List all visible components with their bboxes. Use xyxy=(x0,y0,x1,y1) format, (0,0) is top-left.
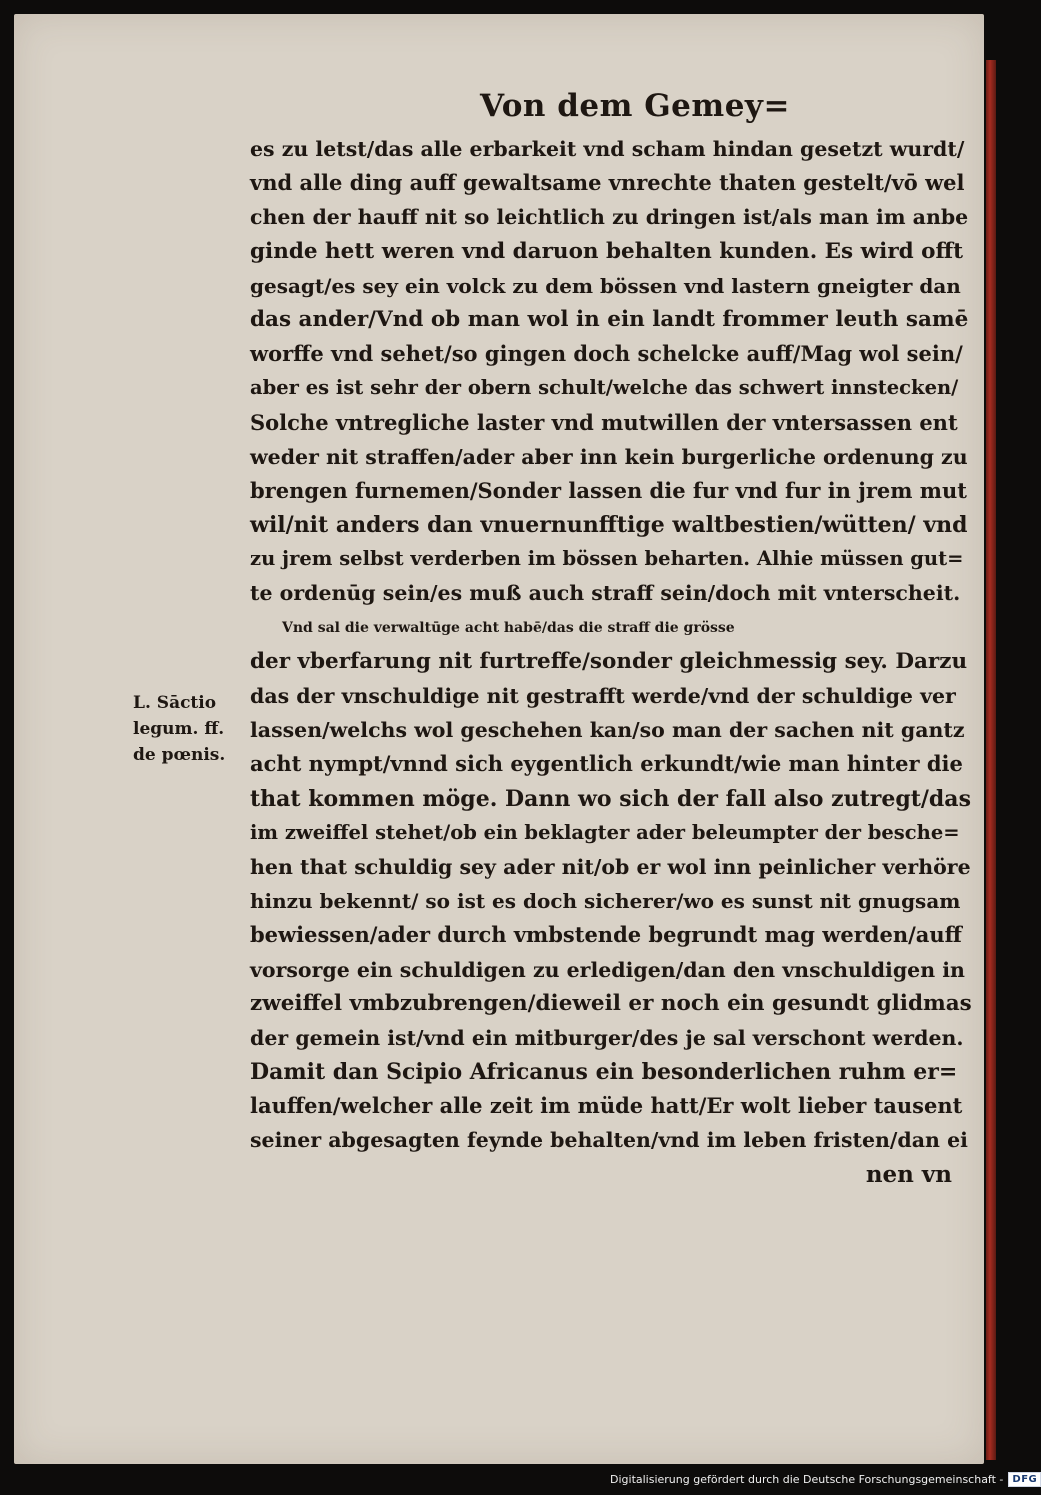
main-text-block xyxy=(250,132,972,1192)
text-line: das ander/Vnd ob man wol in ein landt frommer leuth samē xyxy=(250,306,969,332)
footer-credit xyxy=(610,1472,1041,1487)
text-line: vorsorge ein schuldigen zu erledigen/dan den vnschuldigen in xyxy=(250,957,965,982)
text-line: es zu letst/das alle erbarkeit vnd scham hindan gesetzt wurdt/ xyxy=(250,137,965,161)
text-line: acht nympt/vnnd sich eygentlich erkundt/wie man hinter die xyxy=(250,751,963,777)
text-line: nen vn xyxy=(865,1160,952,1188)
text-line: hen that schuldig sey ader nit/ob er wol inn peinlicher verhöre xyxy=(250,854,971,879)
text-line: der vberfarung nit furtreffe/sonder gleichmessig sey. Darzu xyxy=(250,648,968,674)
text-line: worffe vnd sehet/so gingen doch schelcke auff/Mag wol sein/ xyxy=(250,341,963,367)
text-line: ginde hett weren vnd daruon behalten kunden. Es wird offt xyxy=(250,238,964,264)
text-line: Vnd sal die verwaltūge acht habē/das die straff die grösse xyxy=(282,619,735,636)
text-line: that kommen möge. Dann wo sich der fall also zutregt/das xyxy=(250,785,971,812)
text-line: der gemein ist/vnd ein mitburger/des je sal verschont werden. xyxy=(250,1025,964,1050)
marginal-note-line: de pœnis. xyxy=(133,745,226,765)
text-line: zweiffel vmbzubrengen/dieweil er noch ein gesundt glidmas xyxy=(250,990,972,1016)
marginal-note-line: legum. ff. xyxy=(133,719,225,739)
text-line: weder nit straffen/ader aber inn kein burgerliche ordenung zu xyxy=(250,444,968,469)
text-line: Damit dan Scipio Africanus ein besonderlichen ruhm er= xyxy=(250,1059,958,1086)
text-line: aber es ist sehr der obern schult/welche das schwert innstecken/ xyxy=(250,376,959,400)
footer-text: Digitalisierung gefördert durch die Deutsche Forschungsgemeinschaft - xyxy=(610,1473,1004,1486)
text-line: te ordenūg sein/es muß auch straff sein/doch mit vnterscheit. xyxy=(250,581,961,606)
text-line: chen der hauff nit so leichtlich zu dringen ist/als man im anbe xyxy=(250,205,969,230)
running-head: Von dem Gemey= xyxy=(480,88,790,124)
text-line: wil/nit anders dan vnuernunfftige waltbestien/wütten/ vnd xyxy=(250,512,968,539)
text-line: im zweiffel stehet/ob ein beklagter ader beleumpter der besche= xyxy=(250,820,960,844)
text-line: vnd alle ding auff gewaltsame vnrechte thaten gestelt/vō wel xyxy=(250,170,965,196)
marginal-note xyxy=(133,690,253,768)
dfg-logo: DFG xyxy=(1008,1472,1041,1487)
text-line: brengen furnemen/Sonder lassen die fur vnd fur in jrem mut xyxy=(250,477,967,503)
text-line: hinzu bekennt/ so ist es doch sicherer/wo es sunst nit gnugsam xyxy=(250,889,961,914)
text-line: bewiessen/ader durch vmbstende begrundt mag werden/auff xyxy=(250,922,962,948)
text-line: gesagt/es sey ein volck zu dem bössen vnd lastern gneigter dan xyxy=(250,273,961,298)
text-line: seiner abgesagten feynde behalten/vnd im leben fristen/dan ei xyxy=(250,1128,968,1153)
text-line: lassen/welchs wol geschehen kan/so man der sachen nit gantz xyxy=(250,718,965,743)
marginal-note-line: L. Sāctio xyxy=(133,693,217,713)
text-line: zu jrem selbst verderben im bössen beharten. Alhie müssen gut= xyxy=(250,547,964,571)
page-edge-strip xyxy=(986,60,996,1460)
text-line: das der vnschuldige nit gestrafft werde/vnd der schuldige ver xyxy=(250,684,956,708)
text-line: Solche vntregliche laster vnd mutwillen der vntersassen ent xyxy=(250,409,958,435)
text-line: lauffen/welcher alle zeit im müde hatt/Er wolt lieber tausent xyxy=(250,1093,963,1119)
